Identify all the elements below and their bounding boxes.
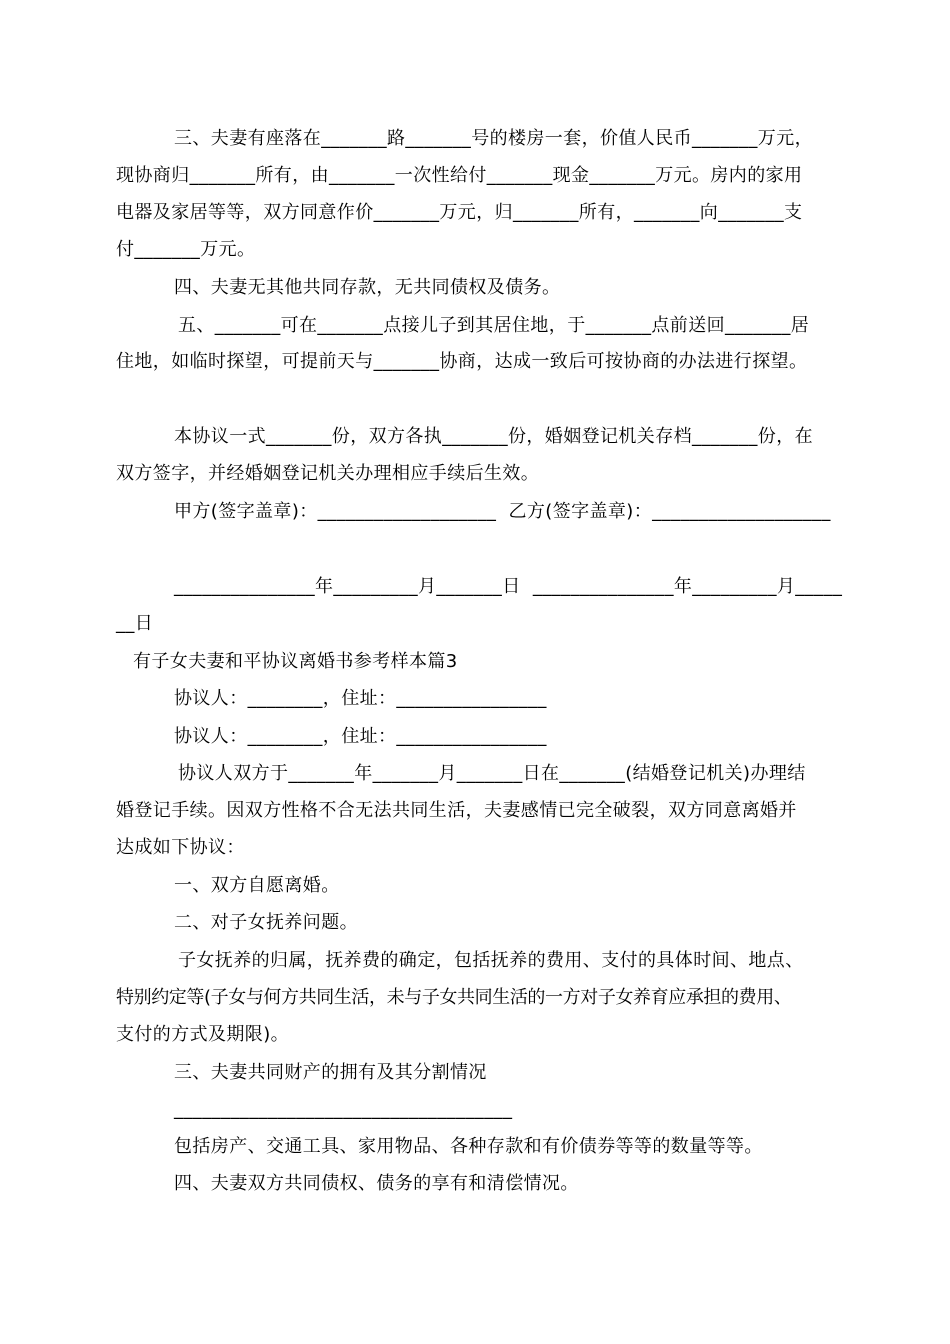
para-line: 三、夫妻有座落在_______路_______号的楼房一套，价值人民币_______万元， [174,128,813,149]
party-line: 协议人：________，住址：________________ [174,688,547,709]
para-line: 子女抚养的归属，抚养费的确定，包括抚养的费用、支付的具体时间、地点、 [178,950,804,971]
para-line: 住地，如临时探望，可提前天与_______协商，达成一致后可按协商的办法进行探望。 [116,351,808,372]
para-line: 电器及家居等等，双方同意作价_______万元，归_______所有，_______向_______支 [116,202,803,223]
para-line: 协议人双方于_______年_______月_______日在_______(结婚登记机关)办理结 [178,763,806,784]
signature-line: 甲方(签字盖章)：___________________ 乙方(签字盖章)：___________________ [174,501,831,522]
para-line: 支付的方式及期限)。 [116,1024,290,1045]
date-line: _______________年_________月_______日 _______________年_________月_____ [174,576,843,597]
blank-line: ____________________________________ [174,1099,513,1120]
para-line: 特别约定等(子女与何方共同生活，未与子女共同生活的一方对子女养育应承担的费用、 [116,987,792,1008]
party-line: 协议人：________，住址：________________ [174,726,547,747]
para-line: 二、对子女抚养问题。 [174,912,358,933]
para-line: 双方签字，并经婚姻登记机关办理相应手续后生效。 [116,463,540,484]
para-line: 现协商归_______所有，由_______一次性给付_______现金_______万元。房内的家用 [116,165,803,186]
section-title: 有子女夫妻和平协议离婚书参考样本篇3 [133,651,458,672]
para-line: 婚登记手续。因双方性格不合无法共同生活，夫妻感情已完全破裂，双方同意离婚并 [116,800,797,821]
para-line: 付_______万元。 [116,239,256,260]
para-line: 达成如下协议： [116,837,245,858]
para-line: 五、_______可在_______点接儿子到其居住地，于_______点前送回_______居 [178,315,810,336]
para-line: 三、夫妻共同财产的拥有及其分割情况 [174,1062,487,1083]
para-line: 本协议一式_______份，双方各执_______份，婚姻登记机关存档_______份，在 [174,426,813,447]
date-line: __日 [116,613,154,634]
para-line: 四、夫妻双方共同债权、债务的享有和清偿情况。 [174,1173,579,1194]
para-line: 包括房产、交通工具、家用物品、各种存款和有价债券等等的数量等等。 [174,1136,763,1157]
para-line: 一、双方自愿离婚。 [174,875,340,896]
para-line: 四、夫妻无其他共同存款，无共同债权及债务。 [174,277,561,298]
